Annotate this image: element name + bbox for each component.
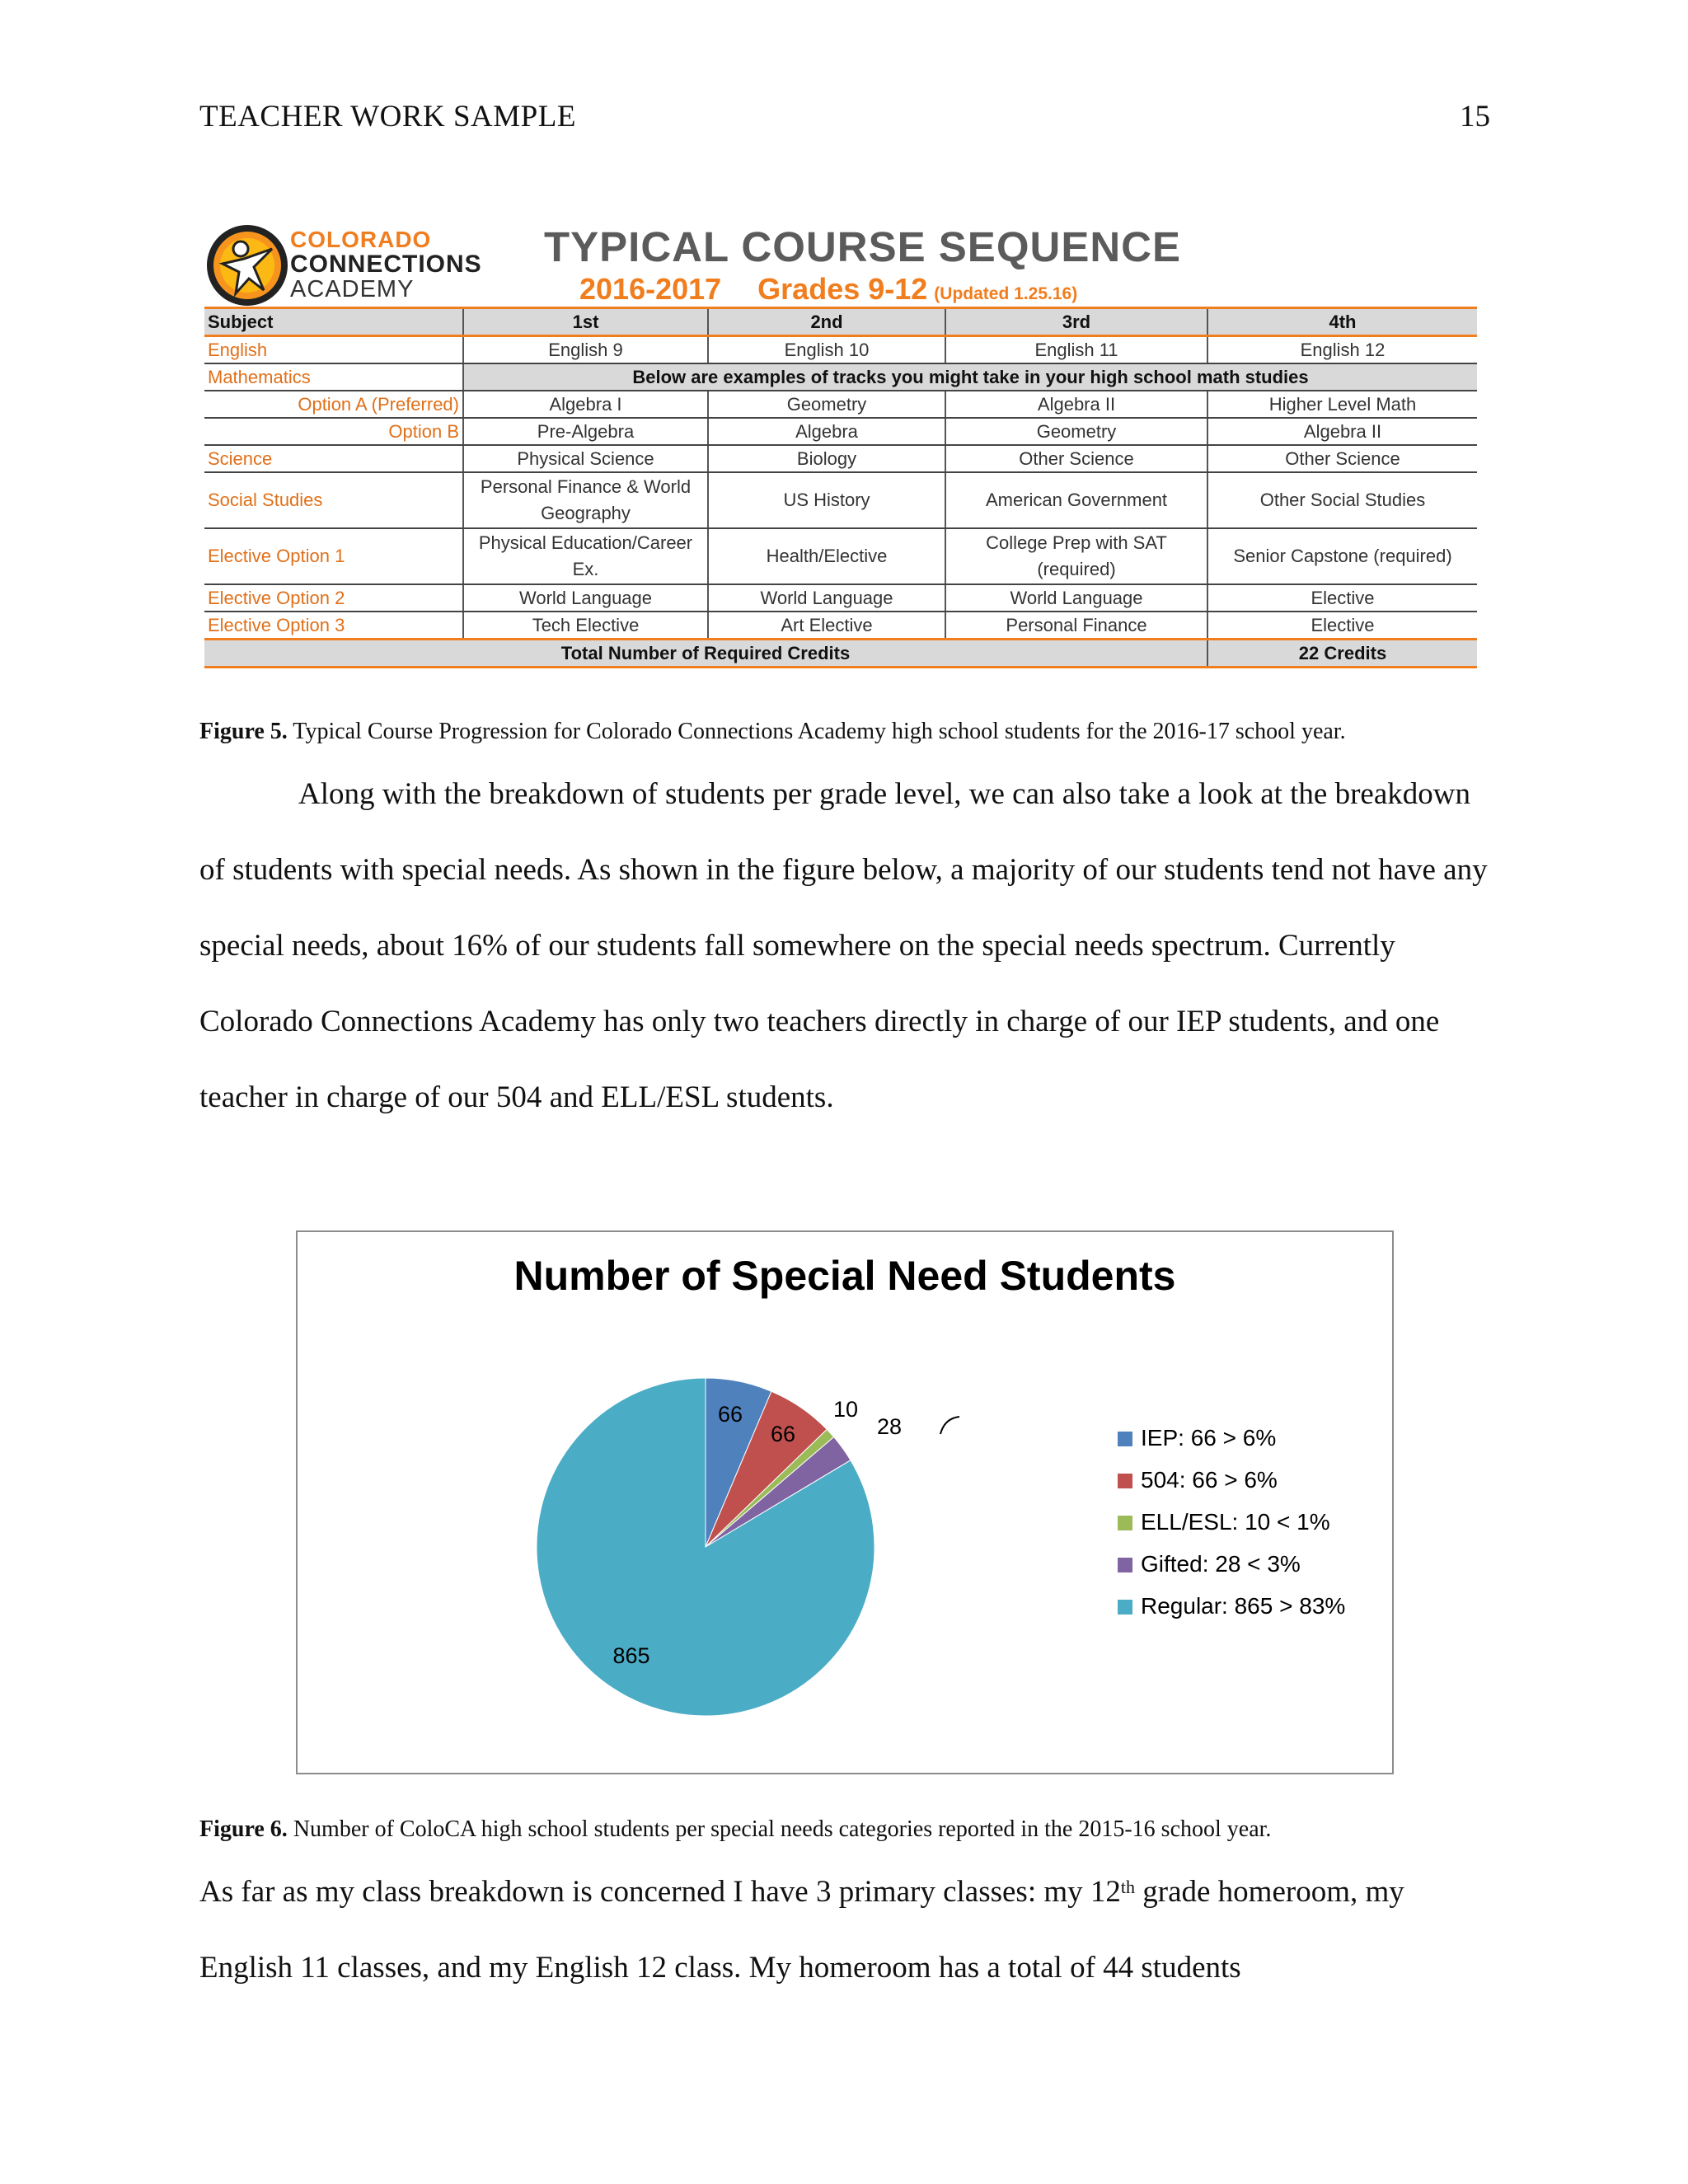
- table-row: [204, 445, 1477, 472]
- table-cell: American Government: [945, 472, 1207, 528]
- sequence-updated: (Updated 1.25.16): [934, 284, 1078, 303]
- table-cell: Senior Capstone (required): [1207, 528, 1477, 584]
- logo-line-2: CONNECTIONS: [290, 251, 482, 278]
- table-row: [204, 363, 1477, 391]
- column-header: Subject: [204, 308, 463, 336]
- table-cell: English 9: [463, 336, 708, 364]
- table-cell: Personal Finance: [945, 612, 1207, 640]
- table-row: [204, 418, 1477, 445]
- table-row: [204, 528, 1477, 584]
- table-cell: Algebra II: [1207, 418, 1477, 445]
- row-subject: Science: [204, 445, 463, 472]
- academy-logo-icon: [206, 224, 288, 307]
- table-cell: Health/Elective: [708, 528, 945, 584]
- course-sequence-figure: [204, 221, 1477, 664]
- table-cell: Algebra II: [945, 391, 1207, 418]
- pie-chart-svg: [298, 1232, 1392, 1773]
- slice-data-label: 10: [832, 1397, 859, 1422]
- body-paragraph-1: [199, 757, 1493, 1136]
- table-cell: Biology: [708, 445, 945, 472]
- total-credits-label: Total Number of Required Credits: [204, 640, 1207, 668]
- row-subject: Elective Option 2: [204, 584, 463, 612]
- table-cell: Other Science: [945, 445, 1207, 472]
- table-cell: Art Elective: [708, 612, 945, 640]
- running-head: TEACHER WORK SAMPLE: [199, 100, 576, 134]
- table-cell: Algebra: [708, 418, 945, 445]
- paragraph-2-start: As far as my class breakdown is concerned I have 3 primary classes: my 12: [199, 1875, 1121, 1909]
- table-row: [204, 336, 1477, 364]
- table-cell: English 12: [1207, 336, 1477, 364]
- table-header-row: [204, 308, 1477, 336]
- paragraph-2-end: grade homeroom, my English 11 classes, and my English 12 class. My homeroom has a total of 44 students: [199, 1875, 1404, 1985]
- table-cell: Algebra I: [463, 391, 708, 418]
- table-row: [204, 391, 1477, 418]
- figure-6-text: Number of ColoCA high school students per special needs categories reported in the 2015-16 school year.: [287, 1816, 1272, 1842]
- table-cell: Physical Education/Career Ex.: [463, 528, 708, 584]
- table-cell: Pre-Algebra: [463, 418, 708, 445]
- table-cell: Elective: [1207, 584, 1477, 612]
- table-cell: Other Social Studies: [1207, 472, 1477, 528]
- row-subject: Elective Option 1: [204, 528, 463, 584]
- paragraph-1-text: Along with the breakdown of students per grade level, we can also take a look at the breakdown of students with special needs. As shown in the figure below, a majority of our students tend not have any special needs, about 16% of our students fall somewhere on the special needs spectrum. Currently Colorado Connections Academy has only two teachers directly in charge of our IEP students, and one teacher in charge of our 504 and ELL/ESL students.: [199, 777, 1488, 1114]
- column-header: 3rd: [945, 308, 1207, 336]
- leader-line: [940, 1417, 959, 1434]
- table-cell: Elective: [1207, 612, 1477, 640]
- logo-line-3: ACADEMY: [290, 276, 415, 302]
- legend-swatch: [1118, 1474, 1132, 1488]
- row-subject: Option B: [204, 418, 463, 445]
- table-cell: World Language: [945, 584, 1207, 612]
- sequence-year: 2016-2017: [579, 272, 722, 306]
- total-credits-value: 22 Credits: [1207, 640, 1477, 668]
- figure-5-text: Typical Course Progression for Colorado Connections Academy high school students for the 2016-17 school year.: [287, 719, 1346, 744]
- legend-swatch: [1118, 1600, 1132, 1615]
- math-track-note: Below are examples of tracks you might take in your high school math studies: [463, 363, 1477, 391]
- course-sequence-table: [204, 307, 1477, 668]
- table-cell: Other Science: [1207, 445, 1477, 472]
- table-cell: Geometry: [945, 418, 1207, 445]
- figure-5-caption: [199, 719, 1346, 745]
- row-subject: Elective Option 3: [204, 612, 463, 640]
- slice-data-label: 66: [717, 1402, 743, 1427]
- table-cell: Physical Science: [463, 445, 708, 472]
- row-subject: Option A (Preferred): [204, 391, 463, 418]
- table-cell: World Language: [708, 584, 945, 612]
- column-header: 2nd: [708, 308, 945, 336]
- slice-data-label: 66: [770, 1422, 796, 1446]
- row-subject: Mathematics: [204, 363, 463, 391]
- figure-5-label: Figure 5.: [199, 719, 288, 744]
- total-credits-row: [204, 640, 1477, 668]
- row-subject: English: [204, 336, 463, 364]
- table-row: [204, 472, 1477, 528]
- table-cell: English 10: [708, 336, 945, 364]
- ordinal-superscript: th: [1120, 1877, 1136, 1897]
- table-cell: Personal Finance & World Geography: [463, 472, 708, 528]
- special-needs-chart: [296, 1230, 1394, 1774]
- table-cell: Geometry: [708, 391, 945, 418]
- table-cell: US History: [708, 472, 945, 528]
- sequence-subtitle: [579, 272, 1077, 307]
- legend-entry: Regular: 865 > 83%: [1141, 1593, 1346, 1619]
- table-row: [204, 612, 1477, 640]
- row-subject: Social Studies: [204, 472, 463, 528]
- academy-logo-text: [290, 227, 482, 302]
- figure-6-caption: [199, 1816, 1271, 1843]
- figure-6-label: Figure 6.: [199, 1816, 288, 1842]
- page-number: 15: [1460, 100, 1490, 134]
- table-row: [204, 584, 1477, 612]
- legend-swatch: [1118, 1516, 1132, 1530]
- legend-entry: 504: 66 > 6%: [1141, 1467, 1278, 1493]
- logo-line-1: COLORADO: [290, 227, 432, 252]
- table-cell: English 11: [945, 336, 1207, 364]
- legend-entry: IEP: 66 > 6%: [1141, 1425, 1277, 1451]
- body-paragraph-2: [199, 1854, 1493, 2006]
- slice-data-label: 865: [612, 1643, 650, 1668]
- table-cell: College Prep with SAT (required): [945, 528, 1207, 584]
- legend-swatch: [1118, 1558, 1132, 1572]
- table-cell: World Language: [463, 584, 708, 612]
- slice-data-label: 28: [876, 1414, 903, 1439]
- legend-entry: Gifted: 28 < 3%: [1141, 1551, 1301, 1577]
- table-cell: Higher Level Math: [1207, 391, 1477, 418]
- legend-swatch: [1118, 1432, 1132, 1446]
- sequence-title: TYPICAL COURSE SEQUENCE: [544, 223, 1182, 270]
- chart-title: Number of Special Need Students: [513, 1253, 1176, 1299]
- table-cell: Tech Elective: [463, 612, 708, 640]
- column-header: 4th: [1207, 308, 1477, 336]
- sequence-grades: Grades 9-12: [757, 272, 928, 306]
- legend-entry: ELL/ESL: 10 < 1%: [1141, 1509, 1330, 1535]
- column-header: 1st: [463, 308, 708, 336]
